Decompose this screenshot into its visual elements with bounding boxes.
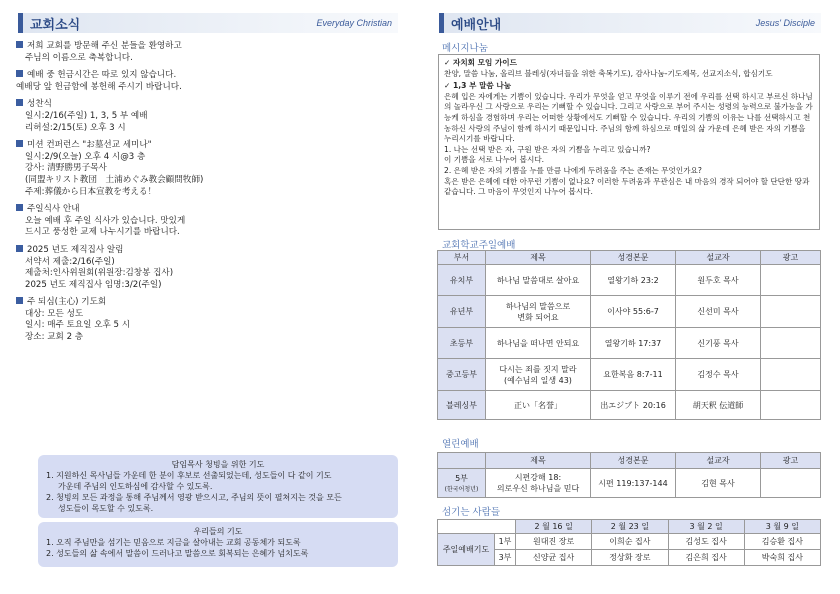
news-item-mission-conference: 미션 컨퍼런스 "お墓선교 세미나" 일시:2/9(오늘) 오후 4 시@3 층 강사: 清野勝男子목사 (同盟キリスト教団 土浦めぐみ教会顧問牧師) 주제:葬儀から日本宣教を考える！	[16, 140, 396, 198]
news-item-offering: 예배 중 헌금시간은 따로 있지 않습니다. 예배당 앞 헌금함에 봉헌해 주시기 바랍니다.	[16, 70, 182, 92]
bullet-icon	[16, 41, 23, 48]
bullet-icon	[16, 99, 23, 106]
table-row: 유치부 하나님 말씀대로 살아요 열왕기하 23:2 원두호 목사	[438, 265, 821, 296]
table-row: 초등부 하나님을 떠나면 안되요 열왕기하 17:37 신기풍 목사	[438, 328, 821, 359]
news-subtitle: Everyday Christian	[316, 18, 392, 28]
news-header	[18, 13, 398, 33]
bullet-icon	[16, 297, 23, 304]
school-table: 부서 제목 성경본문 설교자 광고 유치부 하나님 말씀대로 살아요 열왕기하 23:2 원두호 목사 유년부 하나님의 말씀으로 변화 되어요 이사야 55:6-7 신선미 목사 초등부 하나님을 떠나면 안되요 열왕기하 17:37 신기풍 목사 중고등부 다시는 죄를 짓지 말라 (예수님의 일생 43) 요한복음 8:7-11 김정수 목사 블레싱부 正い「名誉」 出エジプト 20:16 胡天釈 伝道師	[437, 250, 821, 420]
our-prayer-title: 우리들의 기도	[193, 527, 243, 536]
msg1-heading: ✓ 자치회 모임 가이드	[444, 58, 517, 67]
news-item-prayer-meeting: 주 되심(主心) 기도회 대상: 모든 성도 일시: 매주 토요일 오후 5 시 장소: 교회 2 층	[16, 297, 396, 343]
news-list	[16, 41, 396, 350]
school-section-title: 교회학교주일예배	[442, 240, 516, 251]
bullet-icon	[16, 204, 23, 211]
pastor-prayer-box: 담임목사 청빙을 위한 기도 1. 지원하신 목사님들 가운데 한 분이 후보로 선출되었는데, 성도들이 다 같이 기도 가운데 주님의 인도하심에 감사할 수 있도록. 2. 청빙의 모든 과정을 통해 주님께서 영광 받으시고, 주님의 뜻이 펼쳐지는 것을 모든 성도들이 목도할 수 있도록.	[38, 455, 398, 518]
open-worship-table: 제목 성경본문 설교자 광고 5부 (한국어청년) 시편강해 18: 의로우신 하나님을 믿다 시편 119:137-144 김현 목사	[437, 452, 821, 498]
pastor-prayer-title: 담임목사 청빙을 위한 기도	[171, 460, 265, 469]
table-row: 3부 신양균 집사 정상화 장로 김은희 집사 박숙희 집사	[438, 550, 821, 566]
table-row: 유년부 하나님의 말씀으로 변화 되어요 이사야 55:6-7 신선미 목사	[438, 296, 821, 328]
message-section-title: 메시지나눔	[442, 43, 488, 54]
message-box: ✓ 자치회 모임 가이드 찬양, 말씀 나눔, 올리브 블레싱(자녀들을 위한 축복기도), 감사나눔-기도제목, 선교지소식, 합심기도 ✓ 1,3 부 말씀 나눔 은혜 입은 자에게는 기쁨이 있습니다. 우리가 무엇을 얻고 무엇을 이루기 전에 우리를 선택 하시고 부르신 하나님의 놀라우신 그 사랑으로 우리는 기뻐할 수 있습니다. 그리고 사랑으로 부어 주시는 성령의 능력으로 불가능을 가능케 하심을 경험하며 우리는 어떠한 상황에서도 기뻐할 수 있습니다. 우리의 기쁨의 이유는 나를 선택하시고 천농하신 사랑의 주님이 함께 하시기 때문입니다. 주님의 함께 하심으로 매일의 삶 가운데 은혜 받은 자의 기쁨을 누리시기를 바랍니다. 1. 나는 선택 받은 자, 구원 받은 자의 기쁨을 누리고 있습니까? 이 기쁨을 서로 나누어 봅시다. 2. 은혜 받은 자의 기쁨을 누를 만큼 나에게 두려움을 주는 존재는 무엇인가요? 혹은 받은 은혜에 대한 아무런 기쁨이 없나요? 이러한 두려움과 무관심은 내 마음의 경작 되어야 할 단단한 땅과 같습니다. 그 마음이 무엇인지 나누어 봅시다.	[438, 54, 820, 230]
news-item-deacons: 2025 년도 제직집사 알림 서약서 제출:2/16(주일) 제출처:인사위원회(위원장:김창봉 집사) 2025 년도 제직집사 임명:3/2(주일)	[16, 245, 396, 291]
worship-header	[439, 13, 821, 33]
open-worship-title: 열린예배	[442, 439, 479, 450]
msg2-heading: ✓ 1,3 부 말씀 나눔	[444, 81, 512, 91]
news-item-welcome: 저희 교회를 방문해 주신 분들을 환영하고 주님의 이름으로 축복합니다.	[16, 41, 396, 64]
servers-table: 2 월 16 일 2 월 23 일 3 월 2 일 3 월 9 일 주일예배기도 1부 원대진 장로 이희순 집사 김성도 집사 김승환 집사 3부 신양균 집사 정상화 장로 김은희 집사 박숙희 집사	[437, 519, 821, 566]
news-title: 교회소식	[30, 17, 81, 33]
msg1-body: 찬양, 말씀 나눔, 올리브 블레싱(자녀들을 위한 축복기도), 감사나눔-기도제목, 선교지소식, 합심기도	[444, 68, 773, 78]
table-row: 5부 (한국어청년) 시편강해 18: 의로우신 하나님을 믿다 시편 119:137-144 김현 목사	[438, 469, 821, 498]
news-item-lunch: 주일식사 안내 오늘 예배 후 주일 식사가 있습니다. 맛있게 드시고 풍성한 교제 나누시기를 바랍니다.	[16, 204, 396, 239]
news-item-communion: 성찬식 일시:2/16(주일) 1, 3, 5 부 예배 리허설:2/15(토) 오후 3 시	[16, 99, 396, 134]
table-row: 주일예배기도 1부 원대진 장로 이희순 집사 김성도 집사 김승환 집사	[438, 534, 821, 550]
table-row: 블레싱부 正い「名誉」 出エジプト 20:16 胡天釈 伝道師	[438, 391, 821, 420]
worship-title: 예배안내	[451, 17, 502, 33]
bullet-icon	[16, 140, 23, 147]
worship-subtitle: Jesus' Disciple	[755, 18, 815, 28]
bullet-icon	[16, 70, 23, 77]
msg2-body: 은혜 입은 자에게는 기쁨이 있습니다. 우리가 무엇을 얻고 무엇을 이루기 전에 우리를 선택 하시고 부르신 하나님의 놀라우신 그 사랑으로 우리는 기뻐할 수 있습니다. 그리고 사랑으로 부어 주시는 성령의 능력으로 불가능을 가능케 하심을 경험하며 우리는 어떠한 상황에서도 기뻐할 수 있습니다. 우리의 기쁨의 이유는 나를 선택하시고 천농하신 사랑의 주님이 함께 하시기 때문입니다. 주님의 함께 하심으로 매일의 삶 가운데 은혜 받은 자의 기쁨을 누리시기를 바랍니다.	[444, 91, 813, 144]
table-row: 중고등부 다시는 죄를 짓지 말라 (예수님의 일생 43) 요한복음 8:7-11 김정수 목사	[438, 359, 821, 391]
servers-section-title: 섬기는 사람들	[442, 507, 501, 518]
bullet-icon	[16, 245, 23, 252]
our-prayer-box: 우리들의 기도 1. 오직 주님만을 섬기는 믿음으로 지금을 살아내는 교회 공동체가 되도록 2. 성도들의 삶 속에서 말씀이 드러나고 말씀으로 회복되는 은혜가 넘치도록	[38, 522, 398, 567]
